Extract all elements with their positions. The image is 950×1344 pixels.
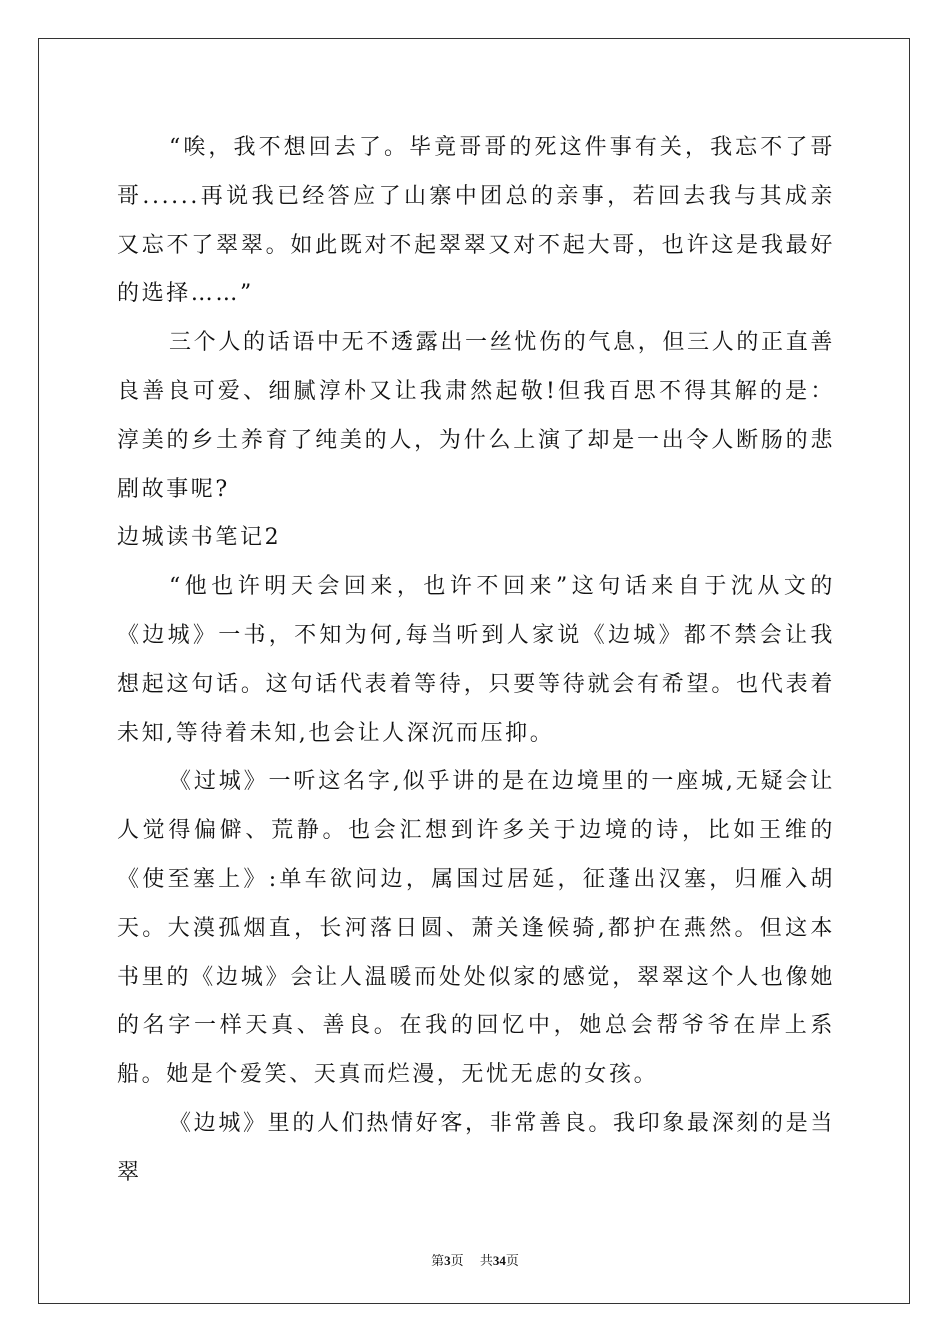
- paragraph: 三个人的话语中无不透露出一丝忧伤的气息，但三人的正直善良善良可爱、细腻淳朴又让我肃然起敬!但我百思不得其解的是：淳美的乡土养育了纯美的人，为什么上演了却是一出令人断肠的悲剧故事呢?: [117, 330, 835, 502]
- document-body: [117, 124, 835, 1198]
- paragraph: “他也许明天会回来，也许不回来”这句话来自于沈从文的《边城》一书，不知为何,每当听到人家说《边城》都不禁会让我想起这句话。这句话代表着等待，只要等待就会有希望。也代表着未知,等待着未知,也会让人深沉而压抑。: [117, 574, 835, 746]
- paragraph: 《过城》一听这名字,似乎讲的是在边境里的一座城,无疑会让人觉得偏僻、荒静。也会汇想到许多关于边境的诗，比如王维的《使至塞上》:单车欲问边，属国过居延，征蓬出汉塞，归雁入胡天。大漠孤烟直，长河落日圆、萧关逢候骑,都护在燕然。但这本书里的《边城》会让人温暖而处处似家的感觉，翠翠这个人也像她的名字一样天真、善良。在我的回忆中，她总会帮爷爷在岸上系船。她是个爱笑、天真而烂漫，无忧无虑的女孩。: [117, 769, 835, 1088]
- page-indicator: 第3页: [431, 1253, 464, 1268]
- paragraph: 《边城》里的人们热情好客，非常善良。我印象最深刻的是当翠: [117, 1110, 835, 1185]
- paragraph: “唉，我不想回去了。毕竟哥哥的死这件事有关，我忘不了哥哥......再说我已经答应了山寨中团总的亲事，若回去我与其成亲又忘不了翠翠。如此既对不起翠翠又对不起大哥，也许这是我最好的选择……”: [117, 135, 835, 307]
- total-pages-indicator: 共34页: [479, 1253, 519, 1268]
- page-footer: [0, 1250, 950, 1269]
- section-title: 边城读书笔记2: [117, 525, 282, 551]
- page-number: 3: [444, 1253, 451, 1268]
- total-pages: 34: [492, 1253, 506, 1268]
